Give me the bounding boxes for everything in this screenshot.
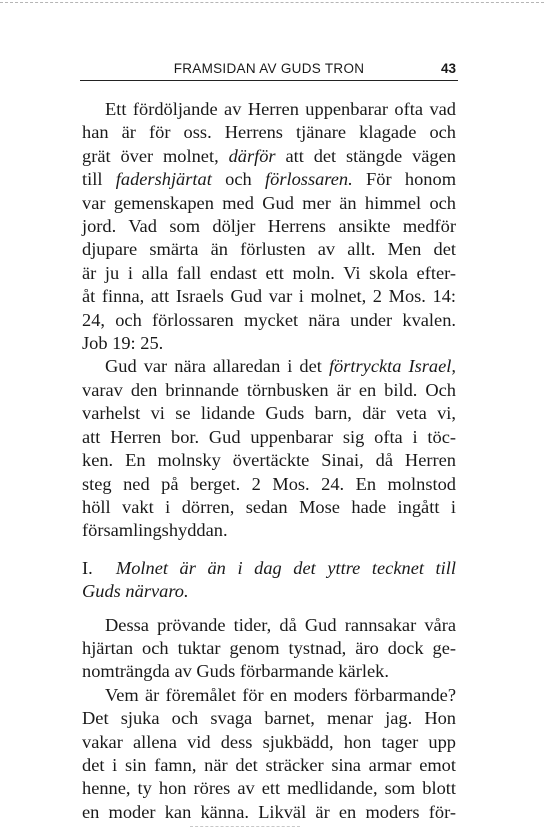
italic-emphasis: därför — [228, 145, 276, 166]
text-line — [82, 355, 456, 378]
text-fragment: Gud var nära allaredan i det — [105, 356, 329, 377]
text-line: hjärtan och tuktar genom tystnad, äro dock ge- — [82, 637, 456, 658]
text-line: Ett fördöljande av Herren uppenbarar ofta vad — [105, 99, 456, 119]
text-line: Vem är föremålet för en moders förbarmande? — [105, 684, 456, 705]
page-header — [80, 60, 458, 81]
text-line: Dessa prövande tider, då Gud rannsakar våra — [105, 614, 456, 635]
text-line: henne, ty hon röres av ett medlidande, som blott — [82, 778, 456, 799]
page-number: 43 — [440, 61, 456, 76]
text-line: vakar allena vid dess sjukbädd, hon tager upp — [82, 731, 456, 752]
text-line: åt finna, att Israels Gud var i molnet, 2 Mos. 14: — [82, 286, 456, 307]
text-line: varav den brinnande törnbusken är en bild. Och — [82, 379, 456, 400]
paragraph-3 — [82, 614, 456, 684]
text-line: församlingshyddan. — [82, 520, 228, 541]
paragraph-2 — [82, 355, 456, 542]
text-line: är ju i alla fall endast ett moln. Vi skola efter- — [82, 262, 456, 283]
paragraph-1 — [82, 98, 456, 355]
text-line: varhelst vi se lidande Guds barn, där veta vi, — [82, 403, 456, 424]
heading-line — [82, 580, 456, 603]
section-heading — [82, 557, 456, 604]
text-line: 24, och förlossaren mycket nära under kvalen. — [82, 309, 456, 330]
text-line: han är för oss. Herrens tjänare klagade och — [82, 122, 456, 143]
scan-edge-bottom — [190, 826, 300, 827]
italic-emphasis: förlossaren. — [265, 169, 353, 190]
text-line — [82, 168, 456, 191]
italic-emphasis: förtryckta Israel, — [328, 356, 456, 377]
text-fragment: att det stängde vägen — [275, 145, 456, 166]
heading-line — [82, 557, 456, 580]
text-line: ken. En molnsky övertäckte Sinai, då Herren — [82, 450, 456, 471]
paragraph-4 — [82, 684, 456, 824]
text-line: Det sjuka och svaga barnet, menar jag. Hon — [82, 708, 456, 729]
text-line: en moder kan känna. Likväl är en moders för- — [82, 801, 456, 822]
heading-text: Molnet är än i dag det yttre tecknet till — [115, 557, 456, 578]
text-fragment: grät över molnet, — [82, 145, 229, 166]
text-line: var gemenskapen med Gud mer än himmel och — [82, 192, 456, 213]
section-numeral: I. — [82, 557, 93, 578]
text-line: höll vakt i dörren, sedan Mose hade ingått i — [82, 496, 456, 517]
text-line: nomträngda av Guds förbarmande kärlek. — [82, 661, 389, 682]
page-body — [82, 98, 456, 824]
text-line — [82, 145, 456, 168]
text-line: det i sin famn, när det sträcker sina armar emot — [82, 754, 456, 775]
text-line: jord. Vad som döljer Herrens ansikte medför — [82, 216, 456, 237]
text-fragment: och — [211, 169, 266, 190]
text-line: djupare smärta än förlusten av allt. Men det — [82, 239, 456, 260]
running-title: FRAMSIDAN AV GUDS TRON — [173, 61, 365, 76]
text-fragment: till — [82, 169, 116, 190]
scan-edge-top — [0, 2, 544, 3]
text-line: Job 19: 25. — [82, 333, 164, 354]
text-line: steg ned på berget. 2 Mos. 24. En molnstod — [82, 473, 456, 494]
heading-text: Guds närvaro. — [82, 581, 189, 602]
italic-emphasis: fadershjärtat — [115, 169, 212, 190]
text-line: att Herren bor. Gud uppenbarar sig ofta i töc- — [82, 426, 456, 447]
text-fragment: För honom — [352, 169, 456, 190]
